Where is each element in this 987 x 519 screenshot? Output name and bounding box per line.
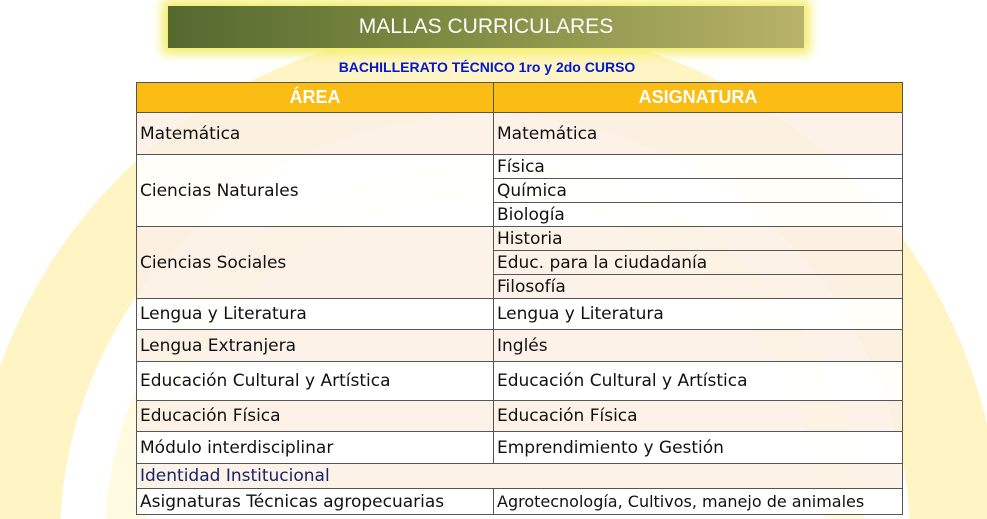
area-cell: Ciencias Sociales	[137, 227, 494, 299]
column-header-area: ÁREA	[137, 83, 494, 113]
table-row	[137, 362, 903, 401]
table-row	[137, 299, 903, 330]
page-title: MALLAS CURRICULARES	[358, 15, 614, 38]
subject-cell: Inglés	[494, 330, 903, 362]
curriculum-table	[136, 82, 903, 515]
area-cell: Ciencias Naturales	[137, 155, 494, 227]
subject-cell: Física	[494, 155, 903, 179]
subject-cell: Educ. para la ciudadanía	[494, 251, 903, 275]
area-cell: Educación Física	[137, 401, 494, 432]
subject-cell: Educación Física	[494, 401, 903, 432]
subject-cell: Química	[494, 179, 903, 203]
subject-cell: Matemática	[494, 113, 903, 155]
area-cell: Educación Cultural y Artística	[137, 362, 494, 401]
column-header-subject: ASIGNATURA	[494, 83, 903, 113]
institutional-identity-cell: Identidad Institucional	[137, 464, 903, 489]
area-cell: Módulo interdisciplinar	[137, 432, 494, 464]
table-row	[137, 489, 903, 515]
page-subtitle: BACHILLERATO TÉCNICO 1ro y 2do CURSO	[338, 59, 636, 75]
table-row	[137, 227, 903, 251]
subject-cell: Emprendimiento y Gestión	[494, 432, 903, 464]
page-title-banner	[168, 6, 804, 48]
table-row	[137, 464, 903, 489]
subject-cell: Educación Cultural y Artística	[494, 362, 903, 401]
table-row	[137, 330, 903, 362]
area-cell: Lengua Extranjera	[137, 330, 494, 362]
subject-cell: Lengua y Literatura	[494, 299, 903, 330]
area-cell: Lengua y Literatura	[137, 299, 494, 330]
table-row	[137, 401, 903, 432]
table-row	[137, 113, 903, 155]
subject-cell: Biología	[494, 203, 903, 227]
area-cell: Matemática	[137, 113, 494, 155]
subject-cell: Historia	[494, 227, 903, 251]
subject-cell: Filosofía	[494, 275, 903, 299]
area-cell: Asignaturas Técnicas agropecuarias	[137, 489, 494, 515]
subject-cell: Agrotecnología, Cultivos, manejo de animales	[494, 489, 903, 515]
table-header-row	[137, 83, 903, 113]
table-row	[137, 155, 903, 179]
table-row	[137, 432, 903, 464]
